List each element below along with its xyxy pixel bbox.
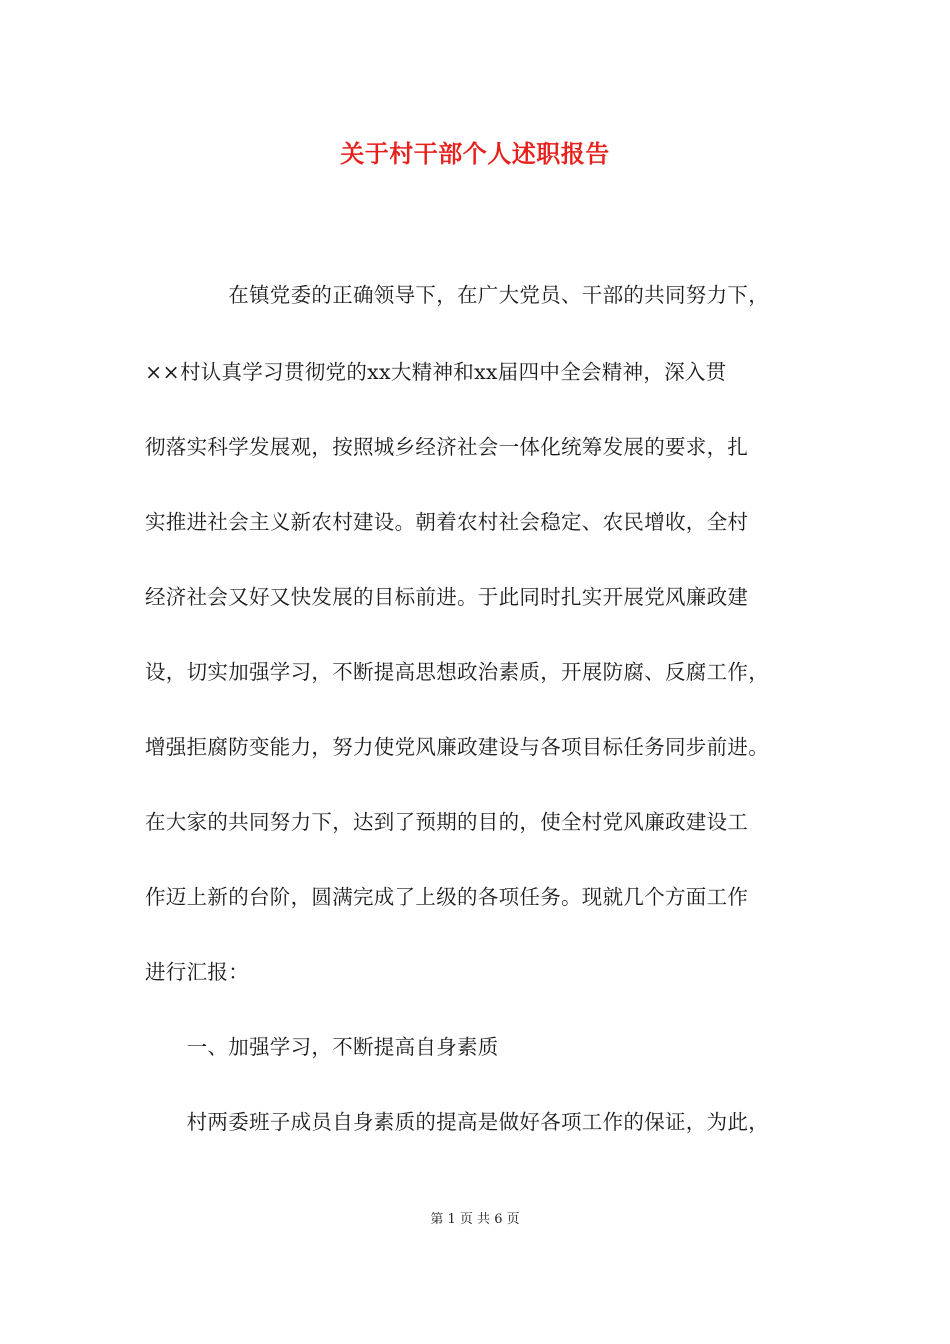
text-line: 彻落实科学发展观，按照城乡经济社会一体化统筹发展的要求，扎 — [145, 435, 749, 459]
text-line: 增强拒腐防变能力，努力使党风廉政建设与各项目标任务同步前进。 — [145, 735, 769, 759]
text-line: 在镇党委的正确领导下，在广大党员、干部的共同努力下， — [145, 283, 769, 307]
text-line: 经济社会又好又快发展的目标前进。于此同时扎实开展党风廉政建 — [145, 585, 749, 609]
text-line: 村两委班子成员自身素质的提高是做好各项工作的保证，为此， — [145, 1110, 769, 1134]
text-line: ××村认真学习贯彻党的xx大精神和xx届四中全会精神，深入贯 — [145, 360, 727, 384]
text-line: 实推进社会主义新农村建设。朝着农村社会稳定、农民增收，全村 — [145, 510, 749, 534]
text-line: 在大家的共同努力下，达到了预期的目的，使全村党风廉政建设工 — [145, 810, 749, 834]
page-number: 第 1 页 共 6 页 — [430, 1212, 520, 1227]
text-line: 设，切实加强学习，不断提高思想政治素质，开展防腐、反腐工作， — [145, 660, 769, 684]
document-title: 关于村干部个人述职报告 — [340, 139, 610, 168]
section-heading: 一、加强学习，不断提高自身素质 — [145, 1035, 499, 1059]
text-line: 进行汇报： — [145, 960, 249, 984]
text-line: 作迈上新的台阶，圆满完成了上级的各项任务。现就几个方面工作 — [145, 885, 749, 909]
